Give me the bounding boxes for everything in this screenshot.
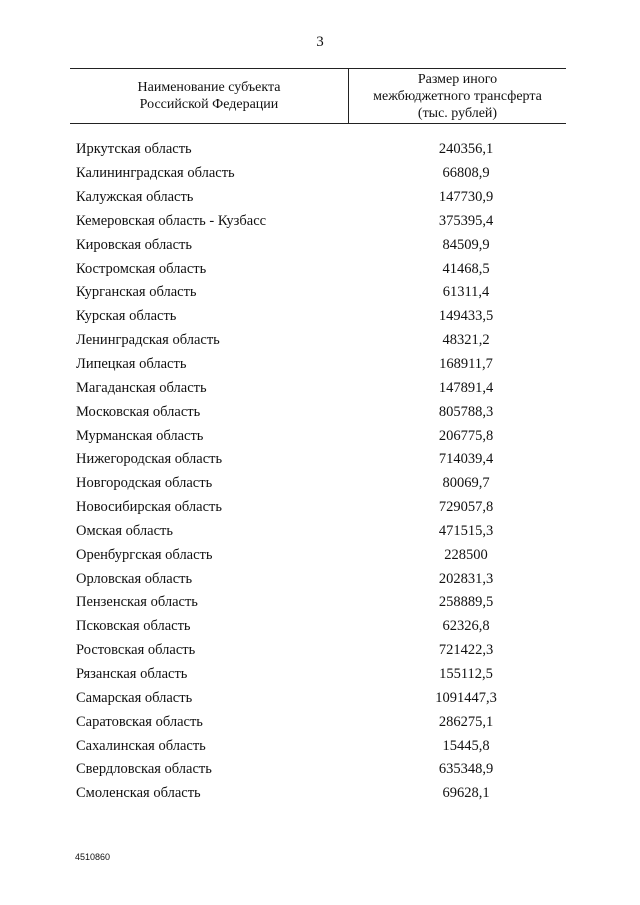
transfer-amount: 635348,9: [438, 761, 494, 778]
table-row: [76, 138, 566, 162]
table-row: [76, 257, 566, 281]
table-row: [76, 615, 566, 639]
transfer-amount: 714039,4: [438, 451, 494, 468]
table-row: [76, 186, 566, 210]
table-row: [76, 663, 566, 687]
transfer-amount: 147730,9: [438, 189, 494, 206]
header-amount-column: [349, 69, 566, 123]
region-name: Калужская область: [76, 189, 194, 206]
region-name: Псковская область: [76, 618, 191, 635]
transfer-amount: 69628,1: [442, 785, 490, 802]
page-number: 3: [316, 34, 324, 50]
table-row: [76, 281, 566, 305]
table-row: [76, 710, 566, 734]
region-name: Смоленская область: [76, 785, 201, 802]
table-row: [76, 591, 566, 615]
transfer-amount: 48321,2: [442, 332, 490, 349]
table-row: [76, 424, 566, 448]
region-name: Магаданская область: [76, 379, 207, 396]
transfer-amount: 286275,1: [438, 713, 494, 730]
table-row: [76, 376, 566, 400]
table-row: [76, 639, 566, 663]
transfer-amount: 168911,7: [439, 356, 493, 373]
region-name: Ростовская область: [76, 642, 196, 659]
document-code: 4510860: [75, 852, 111, 862]
transfer-amount: 66808,9: [442, 165, 490, 182]
header-amount-label: Размер иного межбюджетного трансферта (тыс. рублей): [373, 71, 542, 121]
region-name: Орловская область: [76, 570, 193, 587]
region-name: Новгородская область: [76, 475, 213, 492]
region-name: Рязанская область: [76, 665, 188, 682]
header-region-column: [70, 69, 349, 123]
transfer-amount: 721422,3: [438, 642, 494, 659]
table-row: [76, 448, 566, 472]
region-name: Новосибирская область: [76, 499, 222, 516]
region-name: Нижегородская область: [76, 451, 223, 468]
region-name: Липецкая область: [76, 356, 187, 373]
region-name: Курская область: [76, 308, 177, 325]
transfer-amount: 202831,3: [438, 570, 494, 587]
table-row: [76, 758, 566, 782]
region-name: Костромская область: [76, 260, 207, 277]
transfer-amount: 155112,5: [439, 665, 493, 682]
transfer-amount: 61311,4: [442, 284, 490, 301]
transfer-amount: 62326,8: [442, 618, 490, 635]
table-row: [76, 686, 566, 710]
region-name: Московская область: [76, 403, 201, 420]
transfer-amount: 805788,3: [438, 403, 494, 420]
transfer-amount: 729057,8: [438, 499, 494, 516]
table-row: [76, 567, 566, 591]
transfer-amount: 149433,5: [438, 308, 494, 325]
transfer-amount: 258889,5: [438, 594, 494, 611]
transfer-amount: 471515,3: [438, 522, 494, 539]
table-row: [76, 400, 566, 424]
region-name: Пензенская область: [76, 594, 198, 611]
region-name: Омская область: [76, 522, 173, 539]
transfer-amount: 240356,1: [438, 141, 494, 158]
region-name: Сахалинская область: [76, 737, 206, 754]
transfer-amount: 147891,4: [438, 379, 494, 396]
region-name: Мурманская область: [76, 427, 204, 444]
table-row: [76, 782, 566, 806]
transfer-amount: 15445,8: [442, 737, 490, 754]
table-row: [76, 496, 566, 520]
transfer-amount: 228500: [444, 546, 488, 563]
region-name: Калининградская область: [76, 165, 235, 182]
transfer-amount: 375395,4: [438, 212, 494, 229]
transfer-amount: 84509,9: [442, 236, 490, 253]
region-name: Кировская область: [76, 236, 193, 253]
transfer-amount: 1091447,3: [435, 689, 497, 706]
table-row: [76, 472, 566, 496]
table-header: [70, 68, 566, 124]
table-row: [76, 305, 566, 329]
table-body: [76, 138, 566, 806]
transfer-amount: 80069,7: [442, 475, 490, 492]
region-name: Иркутская область: [76, 141, 192, 158]
transfer-amount: 41468,5: [442, 260, 490, 277]
table-row: [76, 162, 566, 186]
region-name: Самарская область: [76, 689, 193, 706]
table-row: [76, 543, 566, 567]
region-name: Ленинградская область: [76, 332, 220, 349]
table-row: [76, 233, 566, 257]
region-name: Саратовская область: [76, 713, 203, 730]
table-row: [76, 353, 566, 377]
region-name: Оренбургская область: [76, 546, 213, 563]
table-row: [76, 329, 566, 353]
table-row: [76, 734, 566, 758]
header-region-label: Наименование субъекта Российской Федерации: [137, 80, 281, 112]
transfer-amount: 206775,8: [438, 427, 494, 444]
table-row: [76, 520, 566, 544]
table-row: [76, 210, 566, 234]
region-name: Свердловская область: [76, 761, 212, 778]
region-name: Кемеровская область - Кузбасс: [76, 212, 267, 229]
region-name: Курганская область: [76, 284, 197, 301]
